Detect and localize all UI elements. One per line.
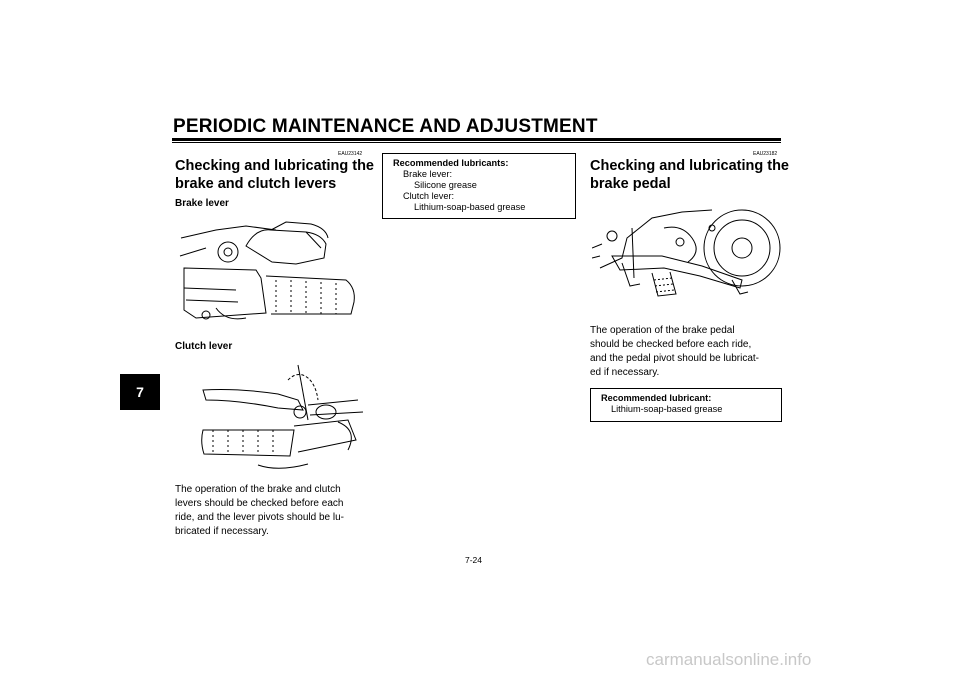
box-item-label: Clutch lever: bbox=[403, 191, 455, 201]
body-line: ed if necessary. bbox=[590, 367, 660, 378]
left-body-text bbox=[175, 483, 368, 539]
body-line: should be checked before each ride, bbox=[590, 339, 752, 350]
body-line: The operation of the brake and clutch bbox=[175, 484, 341, 495]
section-title-line: Checking and lubricating the bbox=[590, 158, 789, 174]
section-title-line: brake and clutch levers bbox=[175, 176, 337, 192]
body-line: ride, and the lever pivots should be lu- bbox=[175, 512, 344, 523]
brake-lever-illustration bbox=[176, 218, 366, 328]
box-item-value: Lithium-soap-based grease bbox=[611, 404, 723, 414]
section-title-line: brake pedal bbox=[590, 176, 671, 192]
body-line: The operation of the brake pedal bbox=[590, 325, 735, 336]
box-item-value: Lithium-soap-based grease bbox=[414, 202, 526, 212]
header-rule bbox=[172, 138, 781, 141]
right-body-text bbox=[590, 324, 783, 380]
brake-lever-label: Brake lever bbox=[175, 198, 229, 209]
box-item-value: Silicone grease bbox=[414, 180, 477, 190]
section-code: EAU23182 bbox=[753, 151, 778, 157]
body-line: levers should be checked before each bbox=[175, 498, 344, 509]
section-title bbox=[590, 157, 790, 193]
box-item-label: Brake lever: bbox=[403, 169, 453, 179]
brake-pedal-illustration bbox=[592, 208, 782, 308]
section-code: EAU23142 bbox=[338, 151, 363, 157]
page-header-title: PERIODIC MAINTENANCE AND ADJUSTMENT bbox=[173, 116, 598, 137]
recommended-lubricant-box bbox=[590, 388, 782, 422]
box-heading: Recommended lubricant: bbox=[601, 393, 712, 403]
clutch-lever-label: Clutch lever bbox=[175, 341, 233, 352]
body-line: bricated if necessary. bbox=[175, 526, 269, 537]
watermark: carmanualsonline.info bbox=[646, 650, 812, 669]
chapter-tab: 7 bbox=[120, 374, 160, 410]
header-rule-thin bbox=[172, 142, 781, 143]
section-title-line: Checking and lubricating the bbox=[175, 158, 374, 174]
clutch-lever-illustration bbox=[198, 360, 368, 475]
page-number: 7-24 bbox=[465, 555, 483, 565]
section-title bbox=[175, 157, 375, 193]
body-line: and the pedal pivot should be lubricat- bbox=[590, 353, 760, 364]
recommended-lubricants-box bbox=[382, 153, 576, 219]
box-heading: Recommended lubricants: bbox=[393, 158, 509, 168]
